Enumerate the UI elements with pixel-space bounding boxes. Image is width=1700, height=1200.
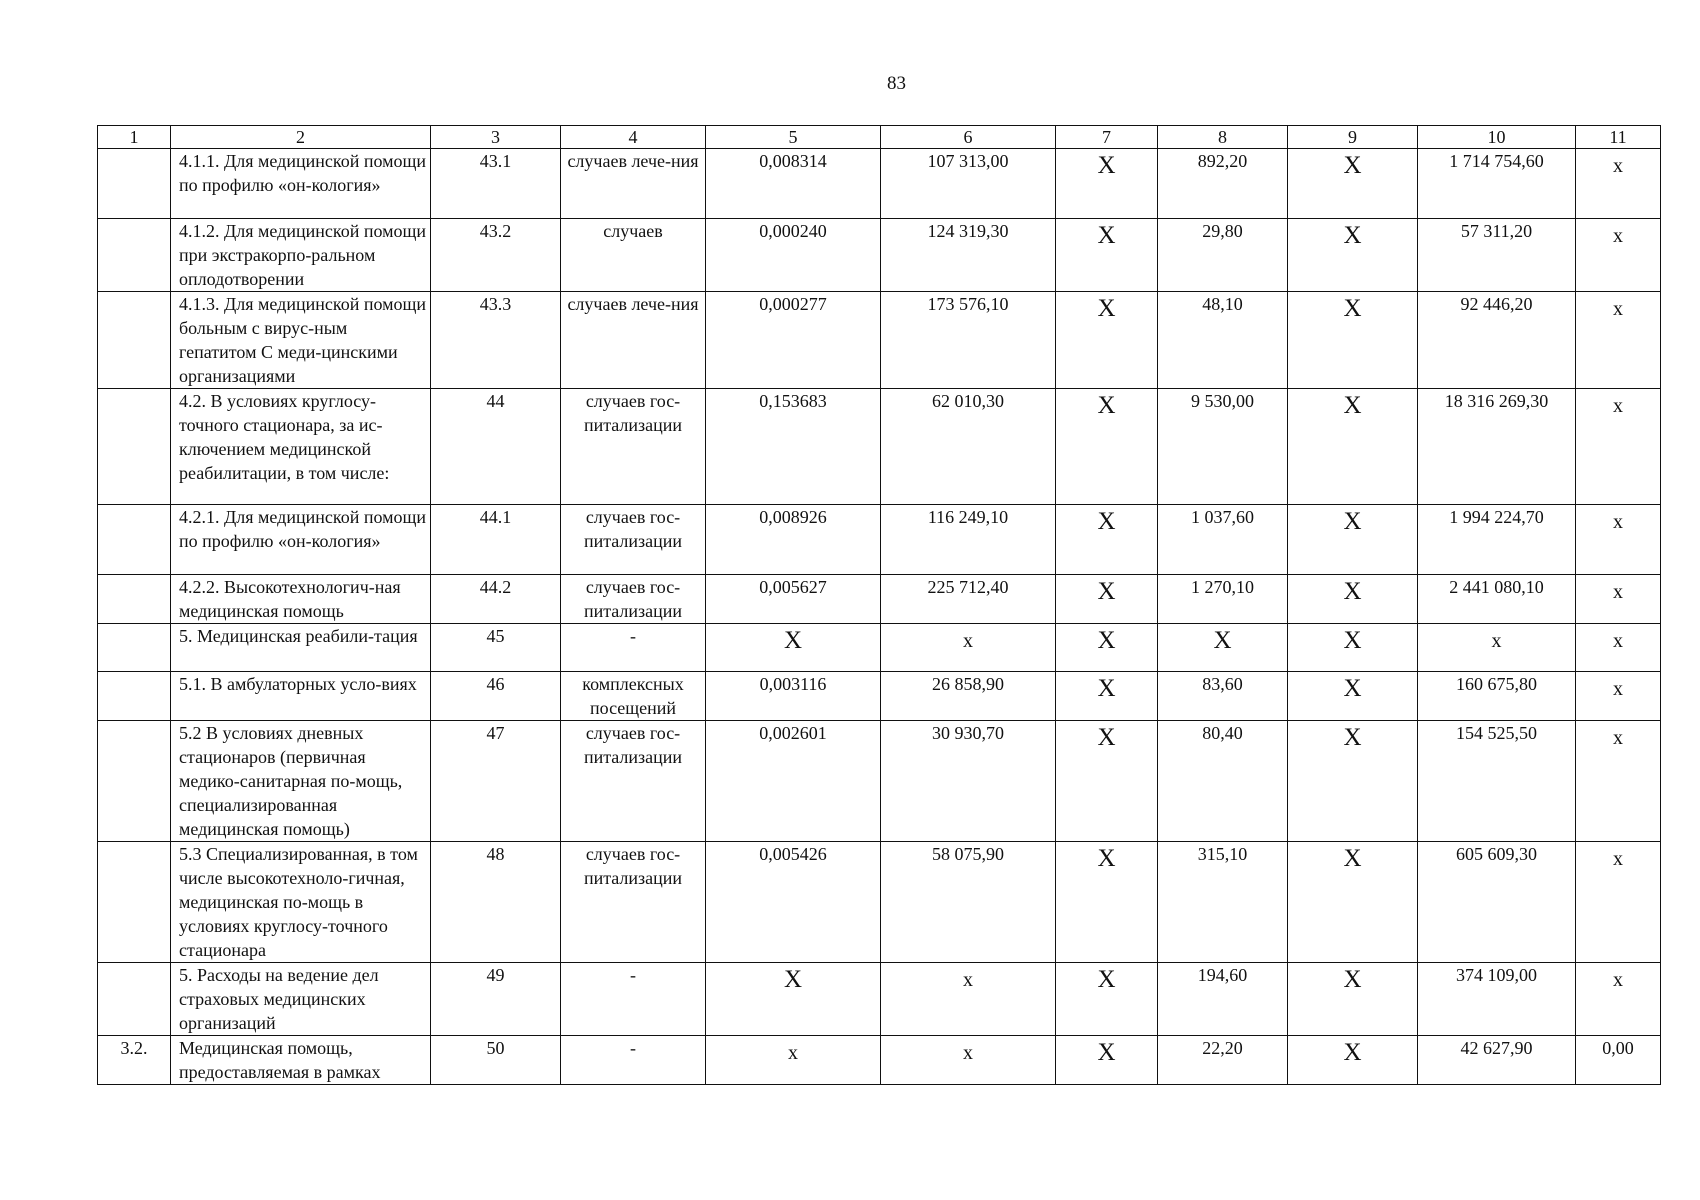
value-cell-11: x (1576, 389, 1661, 505)
code-cell: 49 (431, 963, 561, 1036)
column-header: 8 (1158, 126, 1288, 149)
value-cell-11: x (1576, 219, 1661, 292)
value-cell-8: 1 270,10 (1158, 575, 1288, 624)
table-row (98, 721, 1661, 842)
value-cell-6: 62 010,30 (881, 389, 1056, 505)
value-cell-5: X (706, 963, 881, 1036)
unit-cell: случаев гос-питализации (561, 575, 706, 624)
value-cell-10: 374 109,00 (1418, 963, 1576, 1036)
name-cell: 4.1.2. Для медицинской помощи при экстракорпо-ральном оплодотворении (171, 219, 431, 292)
code-cell: 44.2 (431, 575, 561, 624)
table-row (98, 505, 1661, 575)
value-cell-5: 0,005426 (706, 842, 881, 963)
value-cell-5: 0,002601 (706, 721, 881, 842)
value-cell-10: 42 627,90 (1418, 1036, 1576, 1085)
table-header (98, 126, 1661, 149)
table-row (98, 575, 1661, 624)
unit-cell: - (561, 624, 706, 672)
value-cell-7: X (1056, 219, 1158, 292)
page-number: 83 (887, 73, 906, 94)
name-cell: 5. Расходы на ведение дел страховых медицинских организаций (171, 963, 431, 1036)
value-cell-7: X (1056, 721, 1158, 842)
name-cell: 4.1.1. Для медицинской помощи по профилю «он-кология» (171, 149, 431, 219)
row-number-cell (98, 624, 171, 672)
row-number-cell (98, 149, 171, 219)
value-cell-6: 26 858,90 (881, 672, 1056, 721)
column-header: 2 (171, 126, 431, 149)
column-header: 10 (1418, 126, 1576, 149)
table-row (98, 1036, 1661, 1085)
value-cell-8: 315,10 (1158, 842, 1288, 963)
value-cell-7: X (1056, 389, 1158, 505)
row-number-cell (98, 292, 171, 389)
unit-cell: случаев лече-ния (561, 292, 706, 389)
unit-cell: случаев гос-питализации (561, 842, 706, 963)
row-number-cell (98, 505, 171, 575)
column-header: 7 (1056, 126, 1158, 149)
column-header: 4 (561, 126, 706, 149)
table-row (98, 292, 1661, 389)
value-cell-10: 57 311,20 (1418, 219, 1576, 292)
column-header: 6 (881, 126, 1056, 149)
value-cell-6: x (881, 963, 1056, 1036)
value-cell-9: X (1288, 389, 1418, 505)
column-header: 5 (706, 126, 881, 149)
value-cell-5: 0,003116 (706, 672, 881, 721)
value-cell-6: 173 576,10 (881, 292, 1056, 389)
code-cell: 47 (431, 721, 561, 842)
value-cell-7: X (1056, 963, 1158, 1036)
value-cell-5: 0,000277 (706, 292, 881, 389)
value-cell-10: 160 675,80 (1418, 672, 1576, 721)
value-cell-10: 18 316 269,30 (1418, 389, 1576, 505)
column-header: 11 (1576, 126, 1661, 149)
value-cell-7: X (1056, 672, 1158, 721)
value-cell-7: X (1056, 292, 1158, 389)
value-cell-5: x (706, 1036, 881, 1085)
value-cell-11: x (1576, 963, 1661, 1036)
code-cell: 45 (431, 624, 561, 672)
name-cell: 5.1. В амбулаторных усло-виях (171, 672, 431, 721)
unit-cell: - (561, 963, 706, 1036)
table-row (98, 219, 1661, 292)
value-cell-7: X (1056, 505, 1158, 575)
value-cell-7: X (1056, 575, 1158, 624)
value-cell-9: X (1288, 149, 1418, 219)
table-row (98, 672, 1661, 721)
data-table (97, 125, 1661, 1085)
value-cell-10: 92 446,20 (1418, 292, 1576, 389)
value-cell-5: 0,000240 (706, 219, 881, 292)
row-number-cell: 3.2. (98, 1036, 171, 1085)
value-cell-9: X (1288, 219, 1418, 292)
value-cell-11: x (1576, 624, 1661, 672)
value-cell-8: 1 037,60 (1158, 505, 1288, 575)
value-cell-9: X (1288, 721, 1418, 842)
column-header: 1 (98, 126, 171, 149)
value-cell-8: 29,80 (1158, 219, 1288, 292)
value-cell-11: x (1576, 292, 1661, 389)
name-cell: 5.2 В условиях дневных стационаров (первичная медико-санитарная по-мощь, специализированная медицинская помощь) (171, 721, 431, 842)
unit-cell: комплексных посещений (561, 672, 706, 721)
value-cell-10: 1 994 224,70 (1418, 505, 1576, 575)
value-cell-9: X (1288, 624, 1418, 672)
value-cell-6: 124 319,30 (881, 219, 1056, 292)
value-cell-7: X (1056, 1036, 1158, 1085)
unit-cell: случаев гос-питализации (561, 505, 706, 575)
value-cell-6: 116 249,10 (881, 505, 1056, 575)
table-row (98, 842, 1661, 963)
unit-cell: случаев (561, 219, 706, 292)
table-row (98, 149, 1661, 219)
value-cell-11: 0,00 (1576, 1036, 1661, 1085)
value-cell-10: 605 609,30 (1418, 842, 1576, 963)
value-cell-11: x (1576, 842, 1661, 963)
value-cell-8: 83,60 (1158, 672, 1288, 721)
row-number-cell (98, 963, 171, 1036)
code-cell: 43.3 (431, 292, 561, 389)
value-cell-7: X (1056, 842, 1158, 963)
value-cell-7: X (1056, 149, 1158, 219)
table-row (98, 389, 1661, 505)
value-cell-10: 154 525,50 (1418, 721, 1576, 842)
value-cell-6: 225 712,40 (881, 575, 1056, 624)
value-cell-9: X (1288, 575, 1418, 624)
value-cell-8: 194,60 (1158, 963, 1288, 1036)
value-cell-11: x (1576, 575, 1661, 624)
value-cell-9: X (1288, 963, 1418, 1036)
value-cell-9: X (1288, 505, 1418, 575)
value-cell-8: 80,40 (1158, 721, 1288, 842)
code-cell: 44.1 (431, 505, 561, 575)
value-cell-6: x (881, 1036, 1056, 1085)
value-cell-5: X (706, 624, 881, 672)
column-header: 3 (431, 126, 561, 149)
name-cell: 5. Медицинская реабили-тация (171, 624, 431, 672)
value-cell-8: X (1158, 624, 1288, 672)
table-body (98, 149, 1661, 1085)
row-number-cell (98, 672, 171, 721)
value-cell-8: 22,20 (1158, 1036, 1288, 1085)
code-cell: 48 (431, 842, 561, 963)
code-cell: 46 (431, 672, 561, 721)
table-row (98, 963, 1661, 1036)
row-number-cell (98, 721, 171, 842)
table-row (98, 624, 1661, 672)
value-cell-5: 0,008926 (706, 505, 881, 575)
code-cell: 44 (431, 389, 561, 505)
row-number-cell (98, 575, 171, 624)
column-header: 9 (1288, 126, 1418, 149)
value-cell-9: X (1288, 1036, 1418, 1085)
value-cell-10: x (1418, 624, 1576, 672)
value-cell-10: 2 441 080,10 (1418, 575, 1576, 624)
value-cell-11: x (1576, 672, 1661, 721)
unit-cell: случаев гос-питализации (561, 721, 706, 842)
value-cell-6: 30 930,70 (881, 721, 1056, 842)
name-cell: 4.2.2. Высокотехнологич-ная медицинская помощь (171, 575, 431, 624)
value-cell-9: X (1288, 842, 1418, 963)
unit-cell: - (561, 1036, 706, 1085)
name-cell: Медицинская помощь, предоставляемая в рамках (171, 1036, 431, 1085)
code-cell: 43.2 (431, 219, 561, 292)
row-number-cell (98, 842, 171, 963)
value-cell-11: x (1576, 721, 1661, 842)
value-cell-8: 48,10 (1158, 292, 1288, 389)
value-cell-5: 0,005627 (706, 575, 881, 624)
row-number-cell (98, 219, 171, 292)
value-cell-6: x (881, 624, 1056, 672)
value-cell-11: x (1576, 505, 1661, 575)
row-number-cell (98, 389, 171, 505)
value-cell-6: 107 313,00 (881, 149, 1056, 219)
value-cell-8: 9 530,00 (1158, 389, 1288, 505)
value-cell-9: X (1288, 292, 1418, 389)
name-cell: 5.3 Специализированная, в том числе высокотехноло-гичная, медицинская по-мощь в условиях круглосу-точного стационара (171, 842, 431, 963)
name-cell: 4.2. В условиях круглосу-точного стационара, за ис-ключением медицинской реабилитации, в том числе: (171, 389, 431, 505)
value-cell-10: 1 714 754,60 (1418, 149, 1576, 219)
value-cell-7: X (1056, 624, 1158, 672)
value-cell-9: X (1288, 672, 1418, 721)
value-cell-11: x (1576, 149, 1661, 219)
value-cell-5: 0,153683 (706, 389, 881, 505)
value-cell-6: 58 075,90 (881, 842, 1056, 963)
name-cell: 4.2.1. Для медицинской помощи по профилю «он-кология» (171, 505, 431, 575)
code-cell: 50 (431, 1036, 561, 1085)
unit-cell: случаев лече-ния (561, 149, 706, 219)
header-row (98, 126, 1661, 149)
unit-cell: случаев гос-питализации (561, 389, 706, 505)
value-cell-5: 0,008314 (706, 149, 881, 219)
name-cell: 4.1.3. Для медицинской помощи больным с вирус-ным гепатитом С меди-цинскими организациями (171, 292, 431, 389)
value-cell-8: 892,20 (1158, 149, 1288, 219)
code-cell: 43.1 (431, 149, 561, 219)
